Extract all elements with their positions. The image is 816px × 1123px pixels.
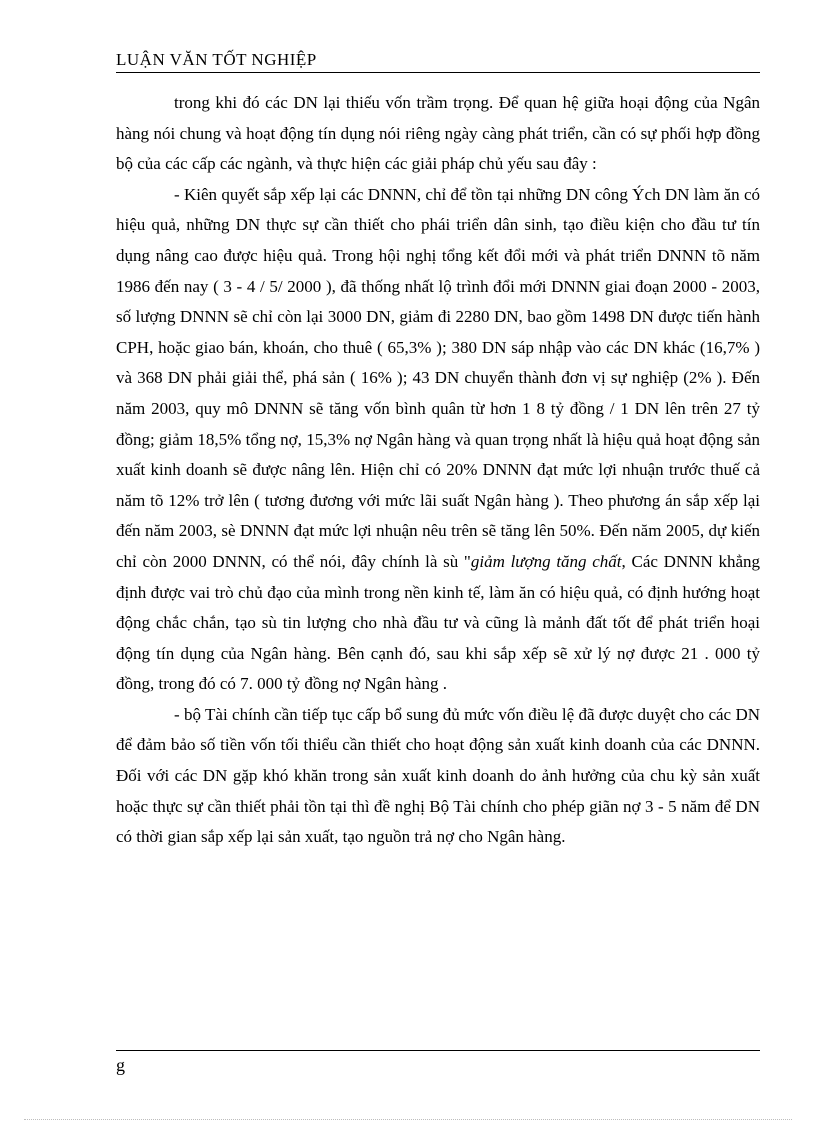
paragraph-3: - bộ Tài chính cần tiếp tục cấp bổ sung đủ mức vốn điều lệ đã được duyệt cho các DN để đảm bảo số tiền vốn tối thiểu cần thiết cho hoạt động sản xuất kinh doanh của các DNNN. Đối với các DN gặp khó khăn trong sản xuất kinh doanh do ảnh hưởng của chu kỳ sản xuất hoặc thực sự cần thiết phải tồn tại thì đề nghị Bộ Tài chính cho phép giãn nợ 3 - 5 năm để DN có thời gian sắp xếp lại sản xuất, tạo nguồn trả nợ cho Ngân hàng. [116, 704, 760, 847]
paragraph-2 [116, 180, 760, 700]
paragraph-2-italic-phrase: giảm lượng tăng chất [470, 551, 622, 571]
paragraph-2-text-end: , Các DNNN khẳng định được vai trò chủ đạo của mình trong nền kinh tế, làm ăn có hiệu quả, có định hướng hoạt động chắc chắn, tạo sù tin lượng cho nhà đầu tư và cũng là mảnh đất tốt để phát triển hoại động tín dụng của Ngân hàng. Bên cạnh đó, sau khi sắp xếp sẽ xử lý nợ được 21 . 000 tỷ đồng, trong đó có 7. 000 tỷ đồng nợ Ngân hàng . [116, 551, 760, 694]
footer-divider [116, 1050, 760, 1051]
paragraph-1: trong khi đó các DN lại thiếu vốn trầm trọng. Để quan hệ giữa hoại động của Ngân hàng nói chung và hoạt động tín dụng nói riêng ngày càng phát triển, cần có sự phối hợp đồng bộ của các cấp các ngành, và thực hiện các giải pháp chủ yếu sau đây : [116, 93, 760, 174]
paragraph-2-text-start: - Kiên quyết sắp xếp lại các DNNN, chỉ để tồn tại những DN công Ých DN làm ăn có hiệu quả, những DN thực sự cần thiết cho phái triển dân sinh, tạo điều kiện cho đầu tư tín dụng nâng cao được hiệu quả. Trong hội nghị tổng kết đổi mới và phát triển DNNN tõ năm 1986 đến nay ( 3 - 4 / 5/ 2000 ), đã thống nhất lộ trình đổi mới DNNN giai đoạn 2000 - 2003, số lượng DNNN sẽ chỉ còn lại 3000 DN, giảm đi 2280 DN, bao gồm 1498 DN được tiến hành CPH, hoặc giao bán, khoán, cho thuê ( 65,3% ); 380 DN sáp nhập vào các DN khác (16,7% ) và 368 DN phải giải thể, phá sản ( 16% ); 43 DN chuyển thành đơn vị sự nghiệp (2% ). Đến năm 2003, quy mô DNNN sẽ tăng vốn bình quân từ hơn 1 8 tỷ đồng / 1 DN lên trên 27 tỷ đồng; giảm 18,5% tổng nợ, 15,3% nợ Ngân hàng và quan trọng nhất là hiệu quả hoạt động sản xuất kinh doanh sẽ được nâng lên. Hiện chỉ có 20% DNNN đạt mức lợi nhuận trước thuế cả năm tõ 12% trở lên ( tương đương với mức lãi suất Ngân hàng ). Theo phương án sắp xếp lại đến năm 2003, sè DNNN đạt mức lợi nhuận nêu trên sẽ tăng lên 50%. Đến năm 2005, dự kiến chỉ còn 2000 DNNN, có thể nói, đây chính là sù " [116, 184, 760, 571]
page-number: g [116, 1055, 125, 1075]
header-divider [116, 72, 760, 73]
page-header-title: LUẬN VĂN TỐT NGHIỆP [116, 50, 317, 69]
document-body [116, 88, 760, 853]
page-bottom-edge [24, 1119, 792, 1120]
